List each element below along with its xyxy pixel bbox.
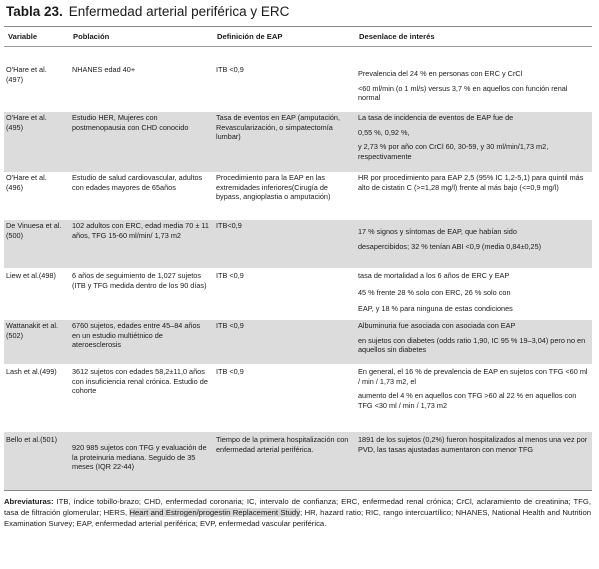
desenlace-line: Prevalencia del 24 % en personas con ERC y CrCl	[358, 69, 523, 78]
table-row	[4, 364, 592, 432]
header-rule	[4, 46, 592, 47]
cell-desenlace	[358, 321, 589, 355]
cell-definicion: ITB<0,9	[216, 221, 242, 230]
desenlace-line: 1891 de los sujetos (0,2%) fueron hospitalizados al menos una vez por PVD, las tasas ajustadas aumentaron con menor TFG	[358, 435, 588, 454]
cell-desenlace	[358, 435, 589, 454]
desenlace-line: <60 ml/min (o 1 ml/s) versus 3,7 % en aquellos con función renal normal	[358, 83, 568, 103]
abbreviations-label: Abreviaturas:	[4, 497, 54, 506]
cell-definicion: ITB <0,9	[216, 271, 244, 280]
header-desenlace: Desenlace de interés	[359, 32, 435, 41]
cell-poblacion: NHANES edad 40+	[72, 65, 136, 74]
table-number: Tabla 23.	[6, 4, 63, 19]
cell-poblacion: 6760 sujetos, edades entre 45–84 años en un estudio multiétnico de ateroesclerosis	[72, 321, 201, 350]
cell-poblacion: 920 985 sujetos con TFG y evaluación de la proteinuria mediana. Seguido de 35 meses (IQR 22-44)	[72, 443, 207, 472]
cell-variable: O'Hare et al.(497)	[6, 65, 47, 84]
abbreviations-text-end: ; HR, hazard ratio; RIC, rango intercuartílico; NHANES, National Health and Nutrition Examination Survey; EAP, enfermedad arterial periférica; EVP, enfermedad vascular periférica.	[4, 507, 591, 528]
cell-desenlace	[358, 227, 589, 251]
cell-definicion: Procedimiento para la EAP en las extremidades inferiores(Cirugía de bypass, angioplastia o amputación)	[216, 173, 331, 202]
desenlace-line: 17 % signos y síntomas de EAP, que habían sido	[358, 227, 517, 236]
cell-variable: Wattanakit et al.(502)	[6, 321, 59, 340]
table-row	[4, 112, 592, 172]
desenlace-line: EAP, y 18 % para ninguna de estas condiciones	[358, 304, 513, 314]
desenlace-line: 45 % frente 28 % solo con ERC, 26 % solo con	[358, 287, 511, 297]
top-rule	[4, 26, 592, 27]
cell-definicion: Tiempo de la primera hospitalización con enfermedad arterial periférica.	[216, 435, 349, 454]
cell-variable: De Vinuesa et al.(500)	[6, 221, 62, 240]
cell-variable: Lash et al.(499)	[6, 367, 57, 376]
desenlace-line: aumento del 4 % en aquellos con TFG >60 al 22 % en aquellos con TFG <30 ml / min / 1,73 m2	[358, 391, 577, 411]
cell-desenlace	[358, 367, 589, 411]
cell-poblacion: 3612 sujetos con edades 58,2±11,0 años con insuficiencia renal crónica. Estudio de cohorte	[72, 367, 208, 396]
header-poblacion: Población	[73, 32, 110, 41]
table-row	[4, 220, 592, 268]
cell-poblacion: Estudio HER, Mujeres con postmenopausia con CHD conocido	[72, 113, 189, 132]
table-title-text: Enfermedad arterial periférica y ERC	[68, 4, 290, 19]
header-definicion: Definición de EAP	[217, 32, 283, 41]
table-row	[4, 320, 592, 364]
cell-definicion: ITB <0,9	[216, 321, 244, 330]
bottom-rule	[4, 490, 592, 491]
cell-variable: O'Hare et al.(496)	[6, 173, 47, 192]
cell-poblacion: 102 adultos con ERC, edad media 70 ± 11 años, TFG 15-60 ml/min/ 1,73 m2	[72, 221, 209, 240]
desenlace-line: 0,55 %, 0,92 %,	[358, 127, 410, 137]
cell-poblacion: Estudio de salud cardiovascular, adultos con edades mayores de 65años	[72, 173, 203, 192]
desenlace-line: desapercibidos; 32 % tenían ABI <0,9 (media 0,84±0,25)	[358, 241, 542, 251]
cell-definicion: ITB <0,9	[216, 367, 244, 376]
cell-desenlace	[358, 173, 589, 192]
cell-desenlace	[358, 113, 589, 162]
desenlace-line: En general, el 16 % de prevalencia de EAP en sujetos con TFG <60 ml / min / 1,73 m2, el	[358, 367, 588, 386]
table-row	[4, 64, 592, 112]
table-row	[4, 432, 592, 490]
cell-variable: O'Hare et al.(495)	[6, 113, 47, 132]
abbreviations-note	[4, 497, 591, 530]
desenlace-line: HR por procedimiento para EAP 2,5 (95% IC 1,2-5,1) para quintil más alto de cistatin C (>=1,28 mg/l) frente al más bajo (<=0,9 mg/l)	[358, 173, 584, 192]
cell-desenlace	[358, 69, 589, 103]
table-title	[6, 4, 289, 19]
desenlace-line: y 2,73 % por año con CrCl 60, 30-59, y 30 ml/min/1,73 m2, respectivamente	[358, 142, 549, 162]
desenlace-line: tasa de mortalidad a los 6 años de ERC y EAP	[358, 271, 510, 280]
cell-definicion: ITB <0,9	[216, 65, 244, 74]
abbreviations-highlight: Heart and Estrogen/progestin Replacement Study	[129, 507, 301, 517]
table-row	[4, 172, 592, 220]
desenlace-line: La tasa de incidencia de eventos de EAP fue de	[358, 113, 514, 122]
abbreviations-text: ITB, índice tobillo-brazo; CHD, enfermedad coronaria; IC, intervalo de confianza; ERC, enfermedad renal crónica; CrCl, aclaramiento de creatinina; TFG, tasa de filtración glomerular; HERS,	[4, 497, 591, 517]
cell-variable: Bello et al.(501)	[6, 435, 58, 444]
desenlace-line: en sujetos con diabetes (odds ratio 1,90, IC 95 % 19–3,04) pero no en aquellos sin diabetes	[358, 335, 586, 355]
cell-definicion: Tasa de eventos en EAP (amputación, Revascularización, o simpatectomía lumbar)	[216, 113, 340, 142]
desenlace-line: Albuminuria fue asociada con asociada con EAP	[358, 321, 516, 330]
cell-poblacion: 6 años de seguimiento de 1,027 sujetos (ITB y TFG medida dentro de los 90 días)	[72, 271, 207, 290]
table-row	[4, 268, 592, 320]
header-variable: Variable	[8, 32, 38, 41]
cell-desenlace	[358, 271, 589, 314]
cell-variable: Liew et al.(498)	[6, 271, 56, 280]
